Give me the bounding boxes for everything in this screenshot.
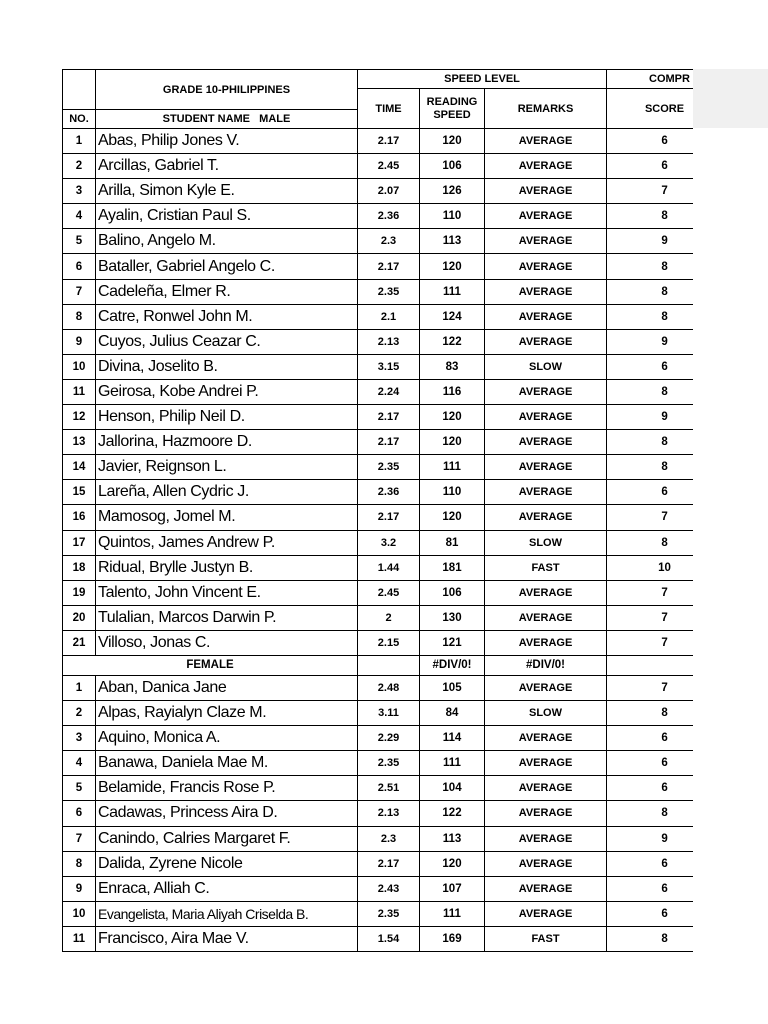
table-row <box>63 580 694 605</box>
remarks-cell: AVERAGE <box>485 329 607 354</box>
student-name: Evangelista, Maria Aliyah Criselda B. <box>96 901 358 926</box>
score-cell: 8 <box>607 379 693 404</box>
female-section-row <box>63 655 694 675</box>
header-reading-speed: READING SPEED <box>420 89 485 129</box>
row-number: 10 <box>63 901 96 926</box>
female-remarks-cell: #DIV/0! <box>485 655 607 675</box>
student-name: Francisco, Aira Mae V. <box>96 926 358 951</box>
remarks-cell: AVERAGE <box>485 876 607 901</box>
remarks-cell: AVERAGE <box>485 630 607 655</box>
reading-speed-cell: 114 <box>420 726 485 751</box>
time-cell: 2.15 <box>358 630 420 655</box>
score-cell: 6 <box>607 154 693 179</box>
row-number: 11 <box>63 926 96 951</box>
time-cell: 3.11 <box>358 701 420 726</box>
table-row <box>63 229 694 254</box>
reading-speed-cell: 120 <box>420 851 485 876</box>
row-number: 14 <box>63 455 96 480</box>
row-number: 2 <box>63 701 96 726</box>
score-cell: 10 <box>607 555 693 580</box>
student-name: Banawa, Daniela Mae M. <box>96 751 358 776</box>
student-name: Canindo, Calries Margaret F. <box>96 826 358 851</box>
time-cell: 2.07 <box>358 179 420 204</box>
time-cell: 2.45 <box>358 154 420 179</box>
reading-speed-cell: 126 <box>420 179 485 204</box>
table-row <box>63 279 694 304</box>
time-cell: 2.36 <box>358 480 420 505</box>
table-row <box>63 726 694 751</box>
table-row <box>63 430 694 455</box>
score-cell: 7 <box>607 605 693 630</box>
student-name: Alpas, Rayialyn Claze M. <box>96 701 358 726</box>
remarks-cell: AVERAGE <box>485 675 607 700</box>
score-cell: 9 <box>607 405 693 430</box>
row-number: 2 <box>63 154 96 179</box>
reading-speed-cell: 113 <box>420 826 485 851</box>
remarks-cell: AVERAGE <box>485 154 607 179</box>
row-number: 4 <box>63 204 96 229</box>
reading-speed-cell: 124 <box>420 304 485 329</box>
remarks-cell: SLOW <box>485 354 607 379</box>
student-name: Arilla, Simon Kyle E. <box>96 179 358 204</box>
score-cell: 6 <box>607 876 693 901</box>
student-name: Henson, Philip Neil D. <box>96 405 358 430</box>
table-row <box>63 826 694 851</box>
time-cell: 1.44 <box>358 555 420 580</box>
table-row <box>63 701 694 726</box>
reading-speed-cell: 120 <box>420 505 485 530</box>
time-cell: 2.48 <box>358 675 420 700</box>
time-cell: 2.35 <box>358 279 420 304</box>
student-name: Abas, Philip Jones V. <box>96 129 358 154</box>
table-row <box>63 555 694 580</box>
student-name: Quintos, James Andrew P. <box>96 530 358 555</box>
table-row <box>63 405 694 430</box>
table-row <box>63 926 694 951</box>
row-number: 13 <box>63 430 96 455</box>
remarks-cell: AVERAGE <box>485 801 607 826</box>
table-row <box>63 129 694 154</box>
student-name: Bataller, Gabriel Angelo C. <box>96 254 358 279</box>
score-cell: 8 <box>607 204 693 229</box>
reading-speed-cell: 120 <box>420 129 485 154</box>
time-cell: 2.17 <box>358 129 420 154</box>
female-time-cell <box>358 655 420 675</box>
time-cell: 2.3 <box>358 826 420 851</box>
table-row <box>63 480 694 505</box>
score-cell: 8 <box>607 254 693 279</box>
time-cell: 2.13 <box>358 801 420 826</box>
student-name: Divina, Joselito B. <box>96 354 358 379</box>
time-cell: 2.45 <box>358 580 420 605</box>
row-number: 21 <box>63 630 96 655</box>
row-number: 1 <box>63 675 96 700</box>
student-name: Enraca, Alliah C. <box>96 876 358 901</box>
remarks-cell: AVERAGE <box>485 430 607 455</box>
table-row <box>63 675 694 700</box>
time-cell: 2.24 <box>358 379 420 404</box>
time-cell: 2.36 <box>358 204 420 229</box>
table-row <box>63 630 694 655</box>
score-cell: 9 <box>607 329 693 354</box>
row-number: 16 <box>63 505 96 530</box>
table-row <box>63 776 694 801</box>
time-cell: 2.1 <box>358 304 420 329</box>
student-name: Tulalian, Marcos Darwin P. <box>96 605 358 630</box>
reading-speed-cell: 120 <box>420 405 485 430</box>
header-speed-level: SPEED LEVEL <box>358 70 607 89</box>
time-cell: 2.29 <box>358 726 420 751</box>
student-name: Arcillas, Gabriel T. <box>96 154 358 179</box>
reading-speed-cell: 122 <box>420 329 485 354</box>
remarks-cell: AVERAGE <box>485 901 607 926</box>
row-number: 20 <box>63 605 96 630</box>
row-number: 8 <box>63 304 96 329</box>
remarks-cell: AVERAGE <box>485 129 607 154</box>
student-name: Cuyos, Julius Ceazar C. <box>96 329 358 354</box>
header-comprehension: COMPR <box>607 70 693 89</box>
reading-speed-cell: 130 <box>420 605 485 630</box>
student-name: Cadeleña, Elmer R. <box>96 279 358 304</box>
time-cell: 2.17 <box>358 254 420 279</box>
table-row <box>63 901 694 926</box>
student-name: Aquino, Monica A. <box>96 726 358 751</box>
student-name: Catre, Ronwel John M. <box>96 304 358 329</box>
remarks-cell: AVERAGE <box>485 379 607 404</box>
row-number: 17 <box>63 530 96 555</box>
female-speed-cell: #DIV/0! <box>420 655 485 675</box>
reading-speed-cell: 83 <box>420 354 485 379</box>
table-row <box>63 254 694 279</box>
row-number: 7 <box>63 279 96 304</box>
score-cell: 6 <box>607 901 693 926</box>
table-row <box>63 379 694 404</box>
student-name: Mamosog, Jomel M. <box>96 505 358 530</box>
reading-speed-cell: 169 <box>420 926 485 951</box>
row-number: 11 <box>63 379 96 404</box>
student-name: Balino, Angelo M. <box>96 229 358 254</box>
score-cell: 8 <box>607 279 693 304</box>
remarks-cell: AVERAGE <box>485 179 607 204</box>
table-row <box>63 530 694 555</box>
row-number: 10 <box>63 354 96 379</box>
table-row <box>63 179 694 204</box>
score-cell: 7 <box>607 179 693 204</box>
student-name: Belamide, Francis Rose P. <box>96 776 358 801</box>
student-name: Ayalin, Cristian Paul S. <box>96 204 358 229</box>
table-row <box>63 354 694 379</box>
row-number: 1 <box>63 129 96 154</box>
student-name: Ridual, Brylle Justyn B. <box>96 555 358 580</box>
table-row <box>63 204 694 229</box>
time-cell: 2.35 <box>358 751 420 776</box>
reading-speed-cell: 107 <box>420 876 485 901</box>
score-cell: 8 <box>607 926 693 951</box>
score-cell: 8 <box>607 455 693 480</box>
header-no: NO. <box>63 110 96 129</box>
remarks-cell: AVERAGE <box>485 605 607 630</box>
time-cell: 2.17 <box>358 430 420 455</box>
remarks-cell: AVERAGE <box>485 455 607 480</box>
time-cell: 1.54 <box>358 926 420 951</box>
remarks-cell: AVERAGE <box>485 726 607 751</box>
reading-speed-cell: 110 <box>420 204 485 229</box>
remarks-cell: AVERAGE <box>485 580 607 605</box>
remarks-cell: AVERAGE <box>485 751 607 776</box>
row-number: 9 <box>63 876 96 901</box>
row-number: 6 <box>63 801 96 826</box>
score-cell: 6 <box>607 480 693 505</box>
row-number: 8 <box>63 851 96 876</box>
reading-speed-cell: 121 <box>420 630 485 655</box>
remarks-cell: AVERAGE <box>485 229 607 254</box>
row-number: 18 <box>63 555 96 580</box>
reading-speed-cell: 122 <box>420 801 485 826</box>
remarks-cell: AVERAGE <box>485 826 607 851</box>
reading-speed-cell: 181 <box>420 555 485 580</box>
reading-speed-cell: 120 <box>420 430 485 455</box>
reading-speed-cell: 111 <box>420 279 485 304</box>
reading-speed-cell: 104 <box>420 776 485 801</box>
score-cell: 6 <box>607 751 693 776</box>
row-number: 6 <box>63 254 96 279</box>
time-cell: 3.2 <box>358 530 420 555</box>
reading-speed-cell: 81 <box>420 530 485 555</box>
table-row <box>63 876 694 901</box>
score-cell: 8 <box>607 801 693 826</box>
score-cell: 7 <box>607 580 693 605</box>
female-label: FEMALE <box>63 655 358 675</box>
score-cell: 6 <box>607 851 693 876</box>
table-row <box>63 751 694 776</box>
remarks-cell: SLOW <box>485 530 607 555</box>
score-cell: 7 <box>607 630 693 655</box>
reading-speed-cell: 84 <box>420 701 485 726</box>
time-cell: 2.3 <box>358 229 420 254</box>
header-time: TIME <box>358 89 420 129</box>
remarks-cell: AVERAGE <box>485 505 607 530</box>
remarks-cell: AVERAGE <box>485 851 607 876</box>
reading-speed-cell: 105 <box>420 675 485 700</box>
row-number: 5 <box>63 776 96 801</box>
time-cell: 2.17 <box>358 505 420 530</box>
header-score: SCORE <box>607 89 693 129</box>
table-row <box>63 801 694 826</box>
score-cell: 9 <box>607 826 693 851</box>
row-number: 3 <box>63 179 96 204</box>
reading-speed-cell: 106 <box>420 154 485 179</box>
row-number: 5 <box>63 229 96 254</box>
spreadsheet-viewport <box>62 69 693 955</box>
student-name: Lareña, Allen Cydric J. <box>96 480 358 505</box>
score-cell: 6 <box>607 129 693 154</box>
student-name: Talento, John Vincent E. <box>96 580 358 605</box>
reading-speed-cell: 111 <box>420 901 485 926</box>
reading-speed-cell: 110 <box>420 480 485 505</box>
time-cell: 2.43 <box>358 876 420 901</box>
row-number: 15 <box>63 480 96 505</box>
time-cell: 2.35 <box>358 455 420 480</box>
student-name: Javier, Reignson L. <box>96 455 358 480</box>
score-cell: 6 <box>607 776 693 801</box>
remarks-cell: AVERAGE <box>485 405 607 430</box>
header-grade: GRADE 10-PHILIPPINES <box>96 70 358 110</box>
remarks-cell: FAST <box>485 926 607 951</box>
remarks-cell: AVERAGE <box>485 254 607 279</box>
remarks-cell: AVERAGE <box>485 204 607 229</box>
score-cell: 8 <box>607 530 693 555</box>
table-row <box>63 329 694 354</box>
score-cell: 8 <box>607 304 693 329</box>
row-number: 3 <box>63 726 96 751</box>
score-cell: 7 <box>607 505 693 530</box>
reading-speed-cell: 116 <box>420 379 485 404</box>
time-cell: 2.17 <box>358 405 420 430</box>
reading-speed-cell: 120 <box>420 254 485 279</box>
row-number: 19 <box>63 580 96 605</box>
time-cell: 2 <box>358 605 420 630</box>
table-row <box>63 605 694 630</box>
table-row <box>63 304 694 329</box>
remarks-cell: AVERAGE <box>485 480 607 505</box>
header-remarks: REMARKS <box>485 89 607 129</box>
time-cell: 2.13 <box>358 329 420 354</box>
score-cell: 6 <box>607 354 693 379</box>
student-name: Jallorina, Hazmoore D. <box>96 430 358 455</box>
row-number: 7 <box>63 826 96 851</box>
time-cell: 2.51 <box>358 776 420 801</box>
score-cell: 8 <box>607 430 693 455</box>
remarks-cell: SLOW <box>485 701 607 726</box>
reading-speed-cell: 113 <box>420 229 485 254</box>
table-row <box>63 851 694 876</box>
score-cell: 9 <box>607 229 693 254</box>
score-cell: 6 <box>607 726 693 751</box>
reading-speed-table <box>62 69 693 952</box>
score-cell: 7 <box>607 675 693 700</box>
reading-speed-cell: 111 <box>420 455 485 480</box>
reading-speed-cell: 111 <box>420 751 485 776</box>
remarks-cell: AVERAGE <box>485 776 607 801</box>
header-blank-cell <box>63 70 96 110</box>
reading-speed-cell: 106 <box>420 580 485 605</box>
female-score-cell <box>607 655 693 675</box>
row-number: 12 <box>63 405 96 430</box>
score-cell: 8 <box>607 701 693 726</box>
table-body <box>63 70 694 952</box>
student-name: Geirosa, Kobe Andrei P. <box>96 379 358 404</box>
time-cell: 2.35 <box>358 901 420 926</box>
row-number: 9 <box>63 329 96 354</box>
table-row <box>63 455 694 480</box>
student-name: Cadawas, Princess Aira D. <box>96 801 358 826</box>
student-name: Aban, Danica Jane <box>96 675 358 700</box>
time-cell: 3.15 <box>358 354 420 379</box>
student-name: Dalida, Zyrene Nicole <box>96 851 358 876</box>
table-row <box>63 505 694 530</box>
remarks-cell: AVERAGE <box>485 304 607 329</box>
row-number: 4 <box>63 751 96 776</box>
remarks-cell: AVERAGE <box>485 279 607 304</box>
student-name: Villoso, Jonas C. <box>96 630 358 655</box>
time-cell: 2.17 <box>358 851 420 876</box>
spreadsheet-gray-area <box>693 69 768 128</box>
header-student-name: STUDENT NAME MALE <box>96 110 358 129</box>
table-row <box>63 154 694 179</box>
remarks-cell: FAST <box>485 555 607 580</box>
